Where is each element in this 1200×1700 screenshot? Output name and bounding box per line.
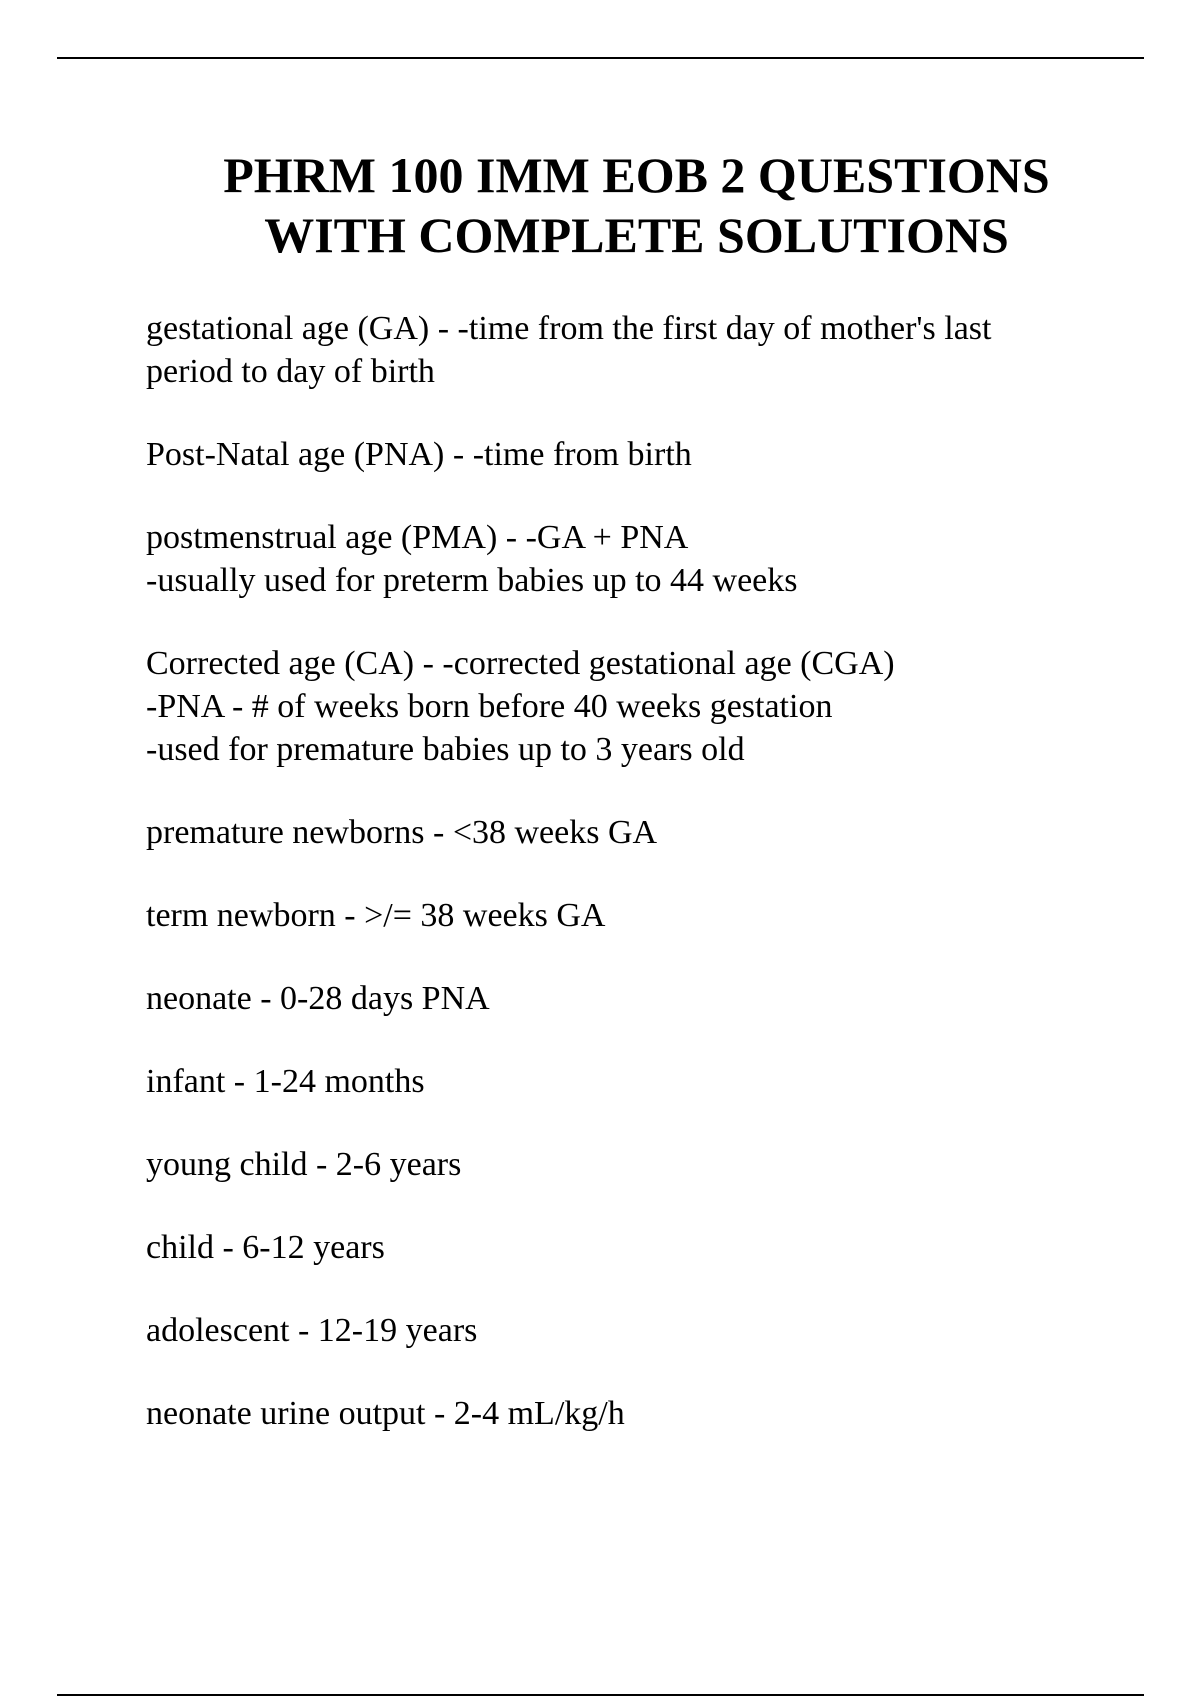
entry-line: premature newborns - <38 weeks GA bbox=[146, 814, 658, 851]
entry-line: young child - 2-6 years bbox=[146, 1146, 462, 1183]
entry-adolescent bbox=[146, 1309, 1096, 1352]
entry-child bbox=[146, 1226, 1096, 1269]
top-divider bbox=[57, 57, 1144, 59]
entry-line: -used for premature babies up to 3 years old bbox=[146, 731, 745, 768]
entry-young-child bbox=[146, 1143, 1096, 1186]
entry-line: Post-Natal age (PNA) - -time from birth bbox=[146, 436, 692, 473]
entry-line: infant - 1-24 months bbox=[146, 1063, 425, 1100]
entry-corrected-age bbox=[146, 642, 1096, 771]
entry-gestational-age bbox=[146, 307, 1096, 393]
entry-line: term newborn - >/= 38 weeks GA bbox=[146, 897, 606, 934]
entry-line: child - 6-12 years bbox=[146, 1229, 385, 1266]
title-line: PHRM 100 IMM EOB 2 QUESTIONS bbox=[223, 147, 1050, 203]
entry-line: -PNA - # of weeks born before 40 weeks gestation bbox=[146, 688, 833, 725]
entry-line: postmenstrual age (PMA) - -GA + PNA bbox=[146, 519, 689, 556]
entry-infant bbox=[146, 1060, 1096, 1103]
bottom-divider bbox=[57, 1694, 1144, 1696]
entry-neonate-urine-output bbox=[146, 1392, 1096, 1435]
entry-line: period to day of birth bbox=[146, 353, 435, 390]
entry-line: adolescent - 12-19 years bbox=[146, 1312, 478, 1349]
entry-line: Corrected age (CA) - -corrected gestational age (CGA) bbox=[146, 645, 895, 682]
entry-line: neonate - 0-28 days PNA bbox=[146, 980, 490, 1017]
title-line: WITH COMPLETE SOLUTIONS bbox=[264, 207, 1009, 263]
entry-term-newborn bbox=[146, 894, 1096, 937]
entry-line: neonate urine output - 2-4 mL/kg/h bbox=[146, 1395, 625, 1432]
entry-line: gestational age (GA) - -time from the first day of mother's last bbox=[146, 310, 992, 347]
entry-post-natal-age bbox=[146, 433, 1096, 476]
entry-line: -usually used for preterm babies up to 44 weeks bbox=[146, 562, 798, 599]
entry-premature-newborns bbox=[146, 811, 1096, 854]
entry-postmenstrual-age bbox=[146, 516, 1096, 602]
entry-neonate bbox=[146, 977, 1096, 1020]
flashcard-list bbox=[146, 307, 1096, 1435]
page-title bbox=[0, 145, 1200, 265]
